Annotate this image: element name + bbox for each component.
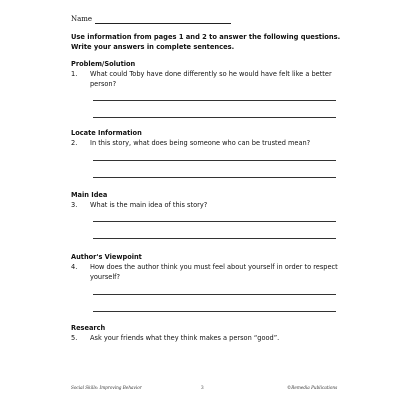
question-1-number: 1. <box>71 70 78 78</box>
question-3-heading: Main Idea <box>71 191 108 199</box>
question-4-section <box>71 253 351 282</box>
footer-page-number: 3 <box>201 385 204 390</box>
question-4-text: How does the author think you must feel about yourself in order to respect yourself? <box>90 263 338 281</box>
question-1-heading: Problem/Solution <box>71 60 136 68</box>
question-3-number: 3. <box>71 201 78 209</box>
question-5-heading: Research <box>71 324 106 332</box>
question-2-section <box>71 129 351 148</box>
name-label: Name <box>71 15 93 23</box>
question-1-answer-line[interactable] <box>93 117 336 118</box>
question-2-heading: Locate Information <box>71 129 142 137</box>
question-5-number: 5. <box>71 334 78 342</box>
question-5-section <box>71 324 351 343</box>
question-2-text: In this story, what does being someone who can be trusted mean? <box>90 139 311 147</box>
question-4-number: 4. <box>71 263 78 271</box>
question-4-answer-line[interactable] <box>93 294 336 295</box>
footer-publisher: ©Remedia Publications <box>287 385 338 390</box>
question-3-section <box>71 191 351 210</box>
question-4-answer-line[interactable] <box>93 311 336 312</box>
question-3-text: What is the main idea of this story? <box>90 201 208 209</box>
question-2-answer-line[interactable] <box>93 177 336 178</box>
question-3-answer-line[interactable] <box>93 238 336 239</box>
question-1-answer-line[interactable] <box>93 100 336 101</box>
question-3-answer-line[interactable] <box>93 221 336 222</box>
question-1-section <box>71 60 351 89</box>
question-1-text: What could Toby have done differently so he would have felt like a better person? <box>90 70 332 88</box>
question-2-number: 2. <box>71 139 78 147</box>
instructions: Use information from pages 1 and 2 to answer the following questions. Write your answers in complete sentences. <box>71 33 341 51</box>
question-4-heading: Author's Viewpoint <box>71 253 142 261</box>
name-answer-line[interactable] <box>95 23 231 24</box>
footer-book-title: Social Skills: Improving Behavior <box>71 385 142 390</box>
question-5-text: Ask your friends what they think makes a person “good”. <box>90 334 280 342</box>
question-2-answer-line[interactable] <box>93 160 336 161</box>
